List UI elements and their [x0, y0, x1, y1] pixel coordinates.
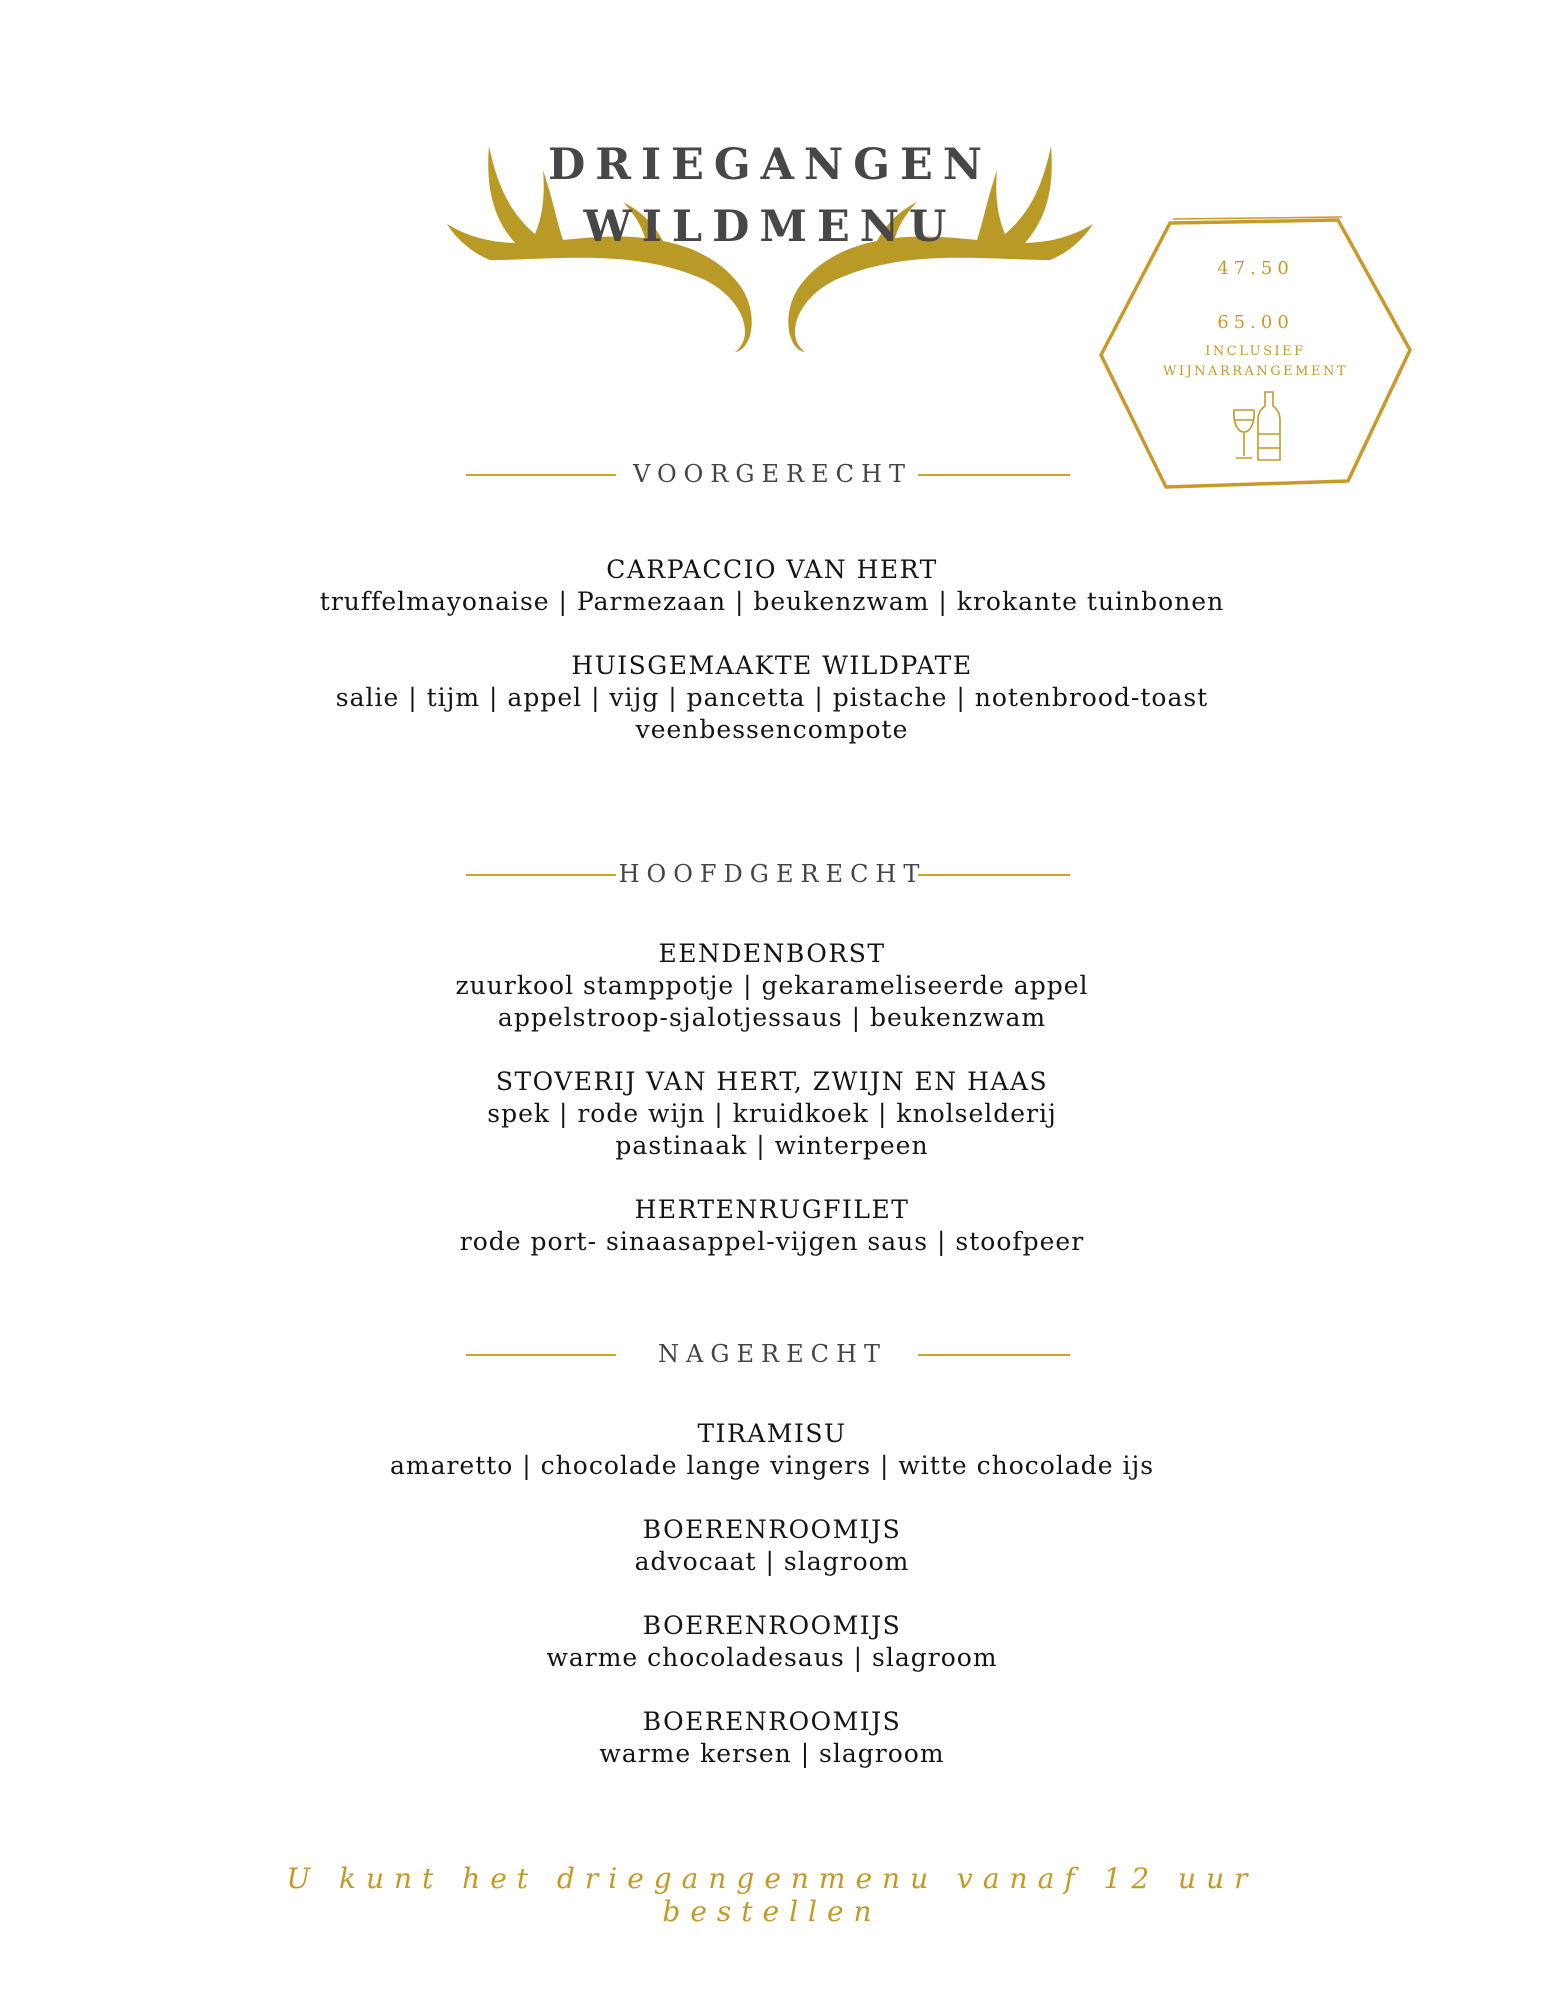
dish-description: veenbessencompote: [635, 715, 909, 744]
menu-title-line1: DRIEGANGEN: [547, 140, 993, 190]
section-title: VOORGERECHT: [633, 460, 912, 488]
dish-item: [172, 1706, 1372, 1770]
menu-price-with-wine: 65.00: [1217, 312, 1294, 333]
dish-description: warme kersen | slagroom: [599, 1739, 945, 1768]
dish-item: [172, 1194, 1372, 1258]
dish-description: spek | rode wijn | kruidkoek | knolselderij: [487, 1099, 1057, 1128]
dish-description: amaretto | chocolade lange vingers | witte chocolade ijs: [389, 1451, 1155, 1480]
menu-price: 47.50: [1217, 258, 1294, 279]
dish-name: BOERENROOMIJS: [642, 1611, 902, 1640]
wine-arrangement-label-line2: WIJNARRANGEMENT: [1162, 364, 1349, 379]
dish-item: [172, 1418, 1372, 1482]
section-header-nagerecht: [460, 1334, 1085, 1374]
dish-name: STOVERIJ VAN HERT, ZWIJN EN HAAS: [495, 1067, 1049, 1096]
dish-name: EENDENBORST: [658, 939, 886, 968]
dish-name: CARPACCIO VAN HERT: [606, 555, 938, 584]
section-title: NAGERECHT: [658, 1340, 887, 1368]
dish-item: [172, 554, 1372, 618]
section-header-hoofdgerecht: [460, 854, 1085, 894]
dish-name: BOERENROOMIJS: [642, 1515, 902, 1544]
dish-name: HERTENRUGFILET: [634, 1195, 910, 1224]
dish-description: salie | tijm | appel | vijg | pancetta | pistache | notenbrood-toast: [335, 683, 1209, 712]
dish-item: [172, 938, 1372, 1034]
dish-description: advocaat | slagroom: [634, 1547, 910, 1576]
dish-description: zuurkool stamppotje | gekarameliseerde appel: [455, 971, 1089, 1000]
dish-item: [172, 1610, 1372, 1674]
dish-name: BOERENROOMIJS: [642, 1707, 902, 1736]
dish-description: pastinaak | winterpeen: [615, 1131, 929, 1160]
dish-description: appelstroop-sjalotjessaus | beukenzwam: [497, 1003, 1047, 1032]
wine-arrangement-label-line1: INCLUSIEF: [1205, 344, 1306, 359]
dish-item: [172, 1514, 1372, 1578]
menu-title-line2: WILDMENU: [583, 202, 957, 252]
dish-item: [172, 1066, 1372, 1162]
dish-name: TIRAMISU: [697, 1419, 847, 1448]
dish-item: [172, 650, 1372, 746]
section-header-voorgerecht: [460, 454, 1085, 494]
dish-description: warme chocoladesaus | slagroom: [546, 1643, 998, 1672]
section-title: HOOFDGERECHT: [618, 860, 927, 888]
wine-glass-bottle-icon: [1228, 390, 1286, 466]
dish-name: HUISGEMAAKTE WILDPATE: [571, 651, 973, 680]
dish-description: truffelmayonaise | Parmezaan | beukenzwam | krokante tuinbonen: [319, 587, 1225, 616]
dish-description: rode port- sinaasappel-vijgen saus | stoofpeer: [459, 1227, 1085, 1256]
footer-note: U kunt het driegangenmenu vanaf 12 uur bestellen: [286, 1862, 1258, 1928]
